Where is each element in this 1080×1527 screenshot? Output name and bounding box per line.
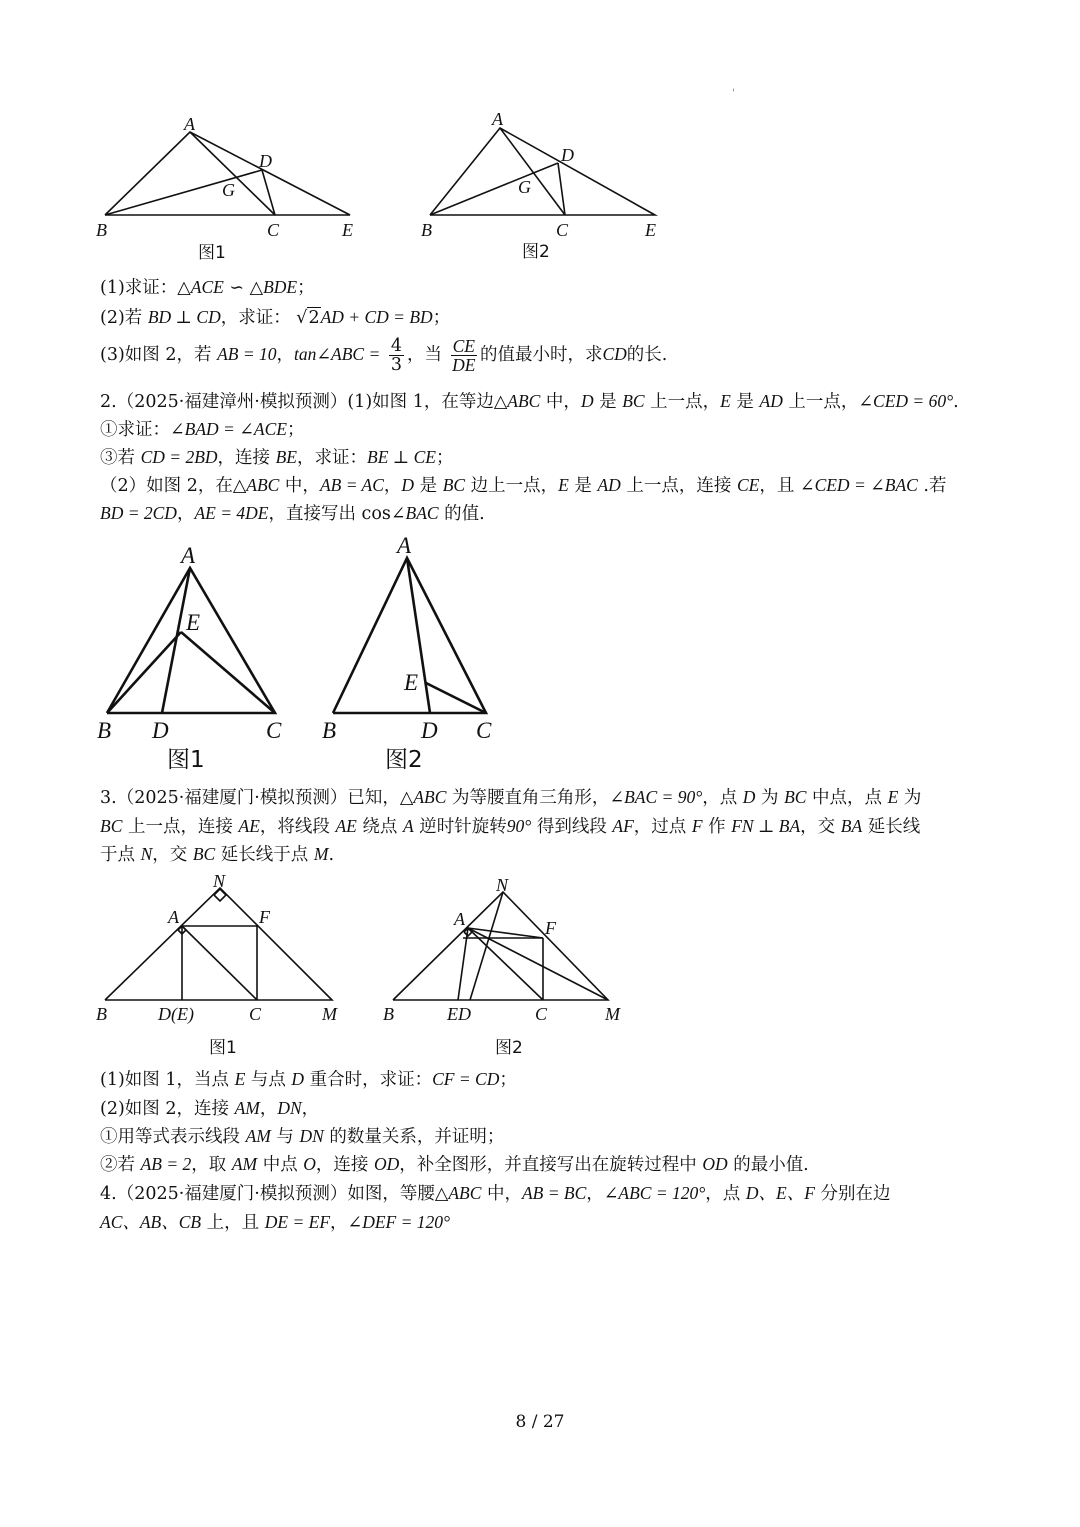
figure-caption: 图2 (495, 1038, 523, 1058)
figure-p3-1 (92, 865, 352, 1060)
label-a: A (397, 533, 412, 558)
segment-ac (182, 926, 257, 1000)
problem4-line2: AC、AB、CB 上，且 DE = EF，∠DEF = 120° (100, 1212, 451, 1233)
problem4-line1: 4.（2025·福建厦门·模拟预测）如图，等腰△ABC 中，AB = BC，∠ABC = 120°，点 D、E、F 分别在边 (100, 1183, 891, 1204)
label-m: M (605, 1004, 620, 1024)
label-c: C (556, 220, 569, 240)
problem3-line5: (2)如图 2，连接 AM，DN， (100, 1098, 320, 1119)
label-b: B (322, 718, 337, 743)
figure-p2-1 (92, 535, 302, 780)
label-a: A (454, 909, 465, 929)
problem3-line4: (1)如图 1，当点 E 与点 D 重合时，求证：CF = CD； (100, 1069, 517, 1090)
label-b: B (97, 718, 112, 743)
figure-caption: 图1 (209, 1038, 237, 1058)
problem1-q3: (3)如图 2，若 AB = 10，tan∠ABC = $\frac{4}{3}$ ，当 $\frac{CE}{DE}$ 的值最小时，求CD的长. (100, 336, 668, 375)
fraction-ce-de: $\frac{CE}{DE}$ (452, 336, 476, 375)
label-m: M (322, 1004, 337, 1024)
label-n: N (496, 875, 509, 895)
label-b: B (96, 1004, 107, 1024)
label-c: C (266, 718, 282, 743)
problem3-line2: BC 上一点，连接 AE，将线段 AE 绕点 A 逆时针旋转90° 得到线段 AF，过点 F 作 FN ⊥ BA，交 BA 延长线 (100, 816, 921, 837)
figure-p3-2 (378, 865, 638, 1060)
label-f: F (545, 918, 556, 938)
figure-p2-2 (318, 530, 508, 780)
label-c: C (267, 220, 280, 240)
segment-ad (162, 568, 190, 713)
label-d: D (152, 718, 169, 743)
label-e: E (645, 220, 656, 240)
label-g: G (222, 180, 235, 200)
sqrt-sign: √2 (296, 308, 320, 328)
label-f: F (259, 907, 270, 927)
triangle-bnm (105, 888, 332, 1000)
figure-caption: 图2 (385, 747, 423, 773)
label-b: B (421, 220, 432, 240)
label-e: E (342, 220, 353, 240)
problem1-q1: (1)求证：△ACE ∽ △BDE； (100, 277, 315, 298)
fraction-4-3: $\frac{4}{3}$ (390, 336, 402, 375)
label-c: C (476, 718, 492, 743)
segment-ec (181, 632, 275, 713)
problem2-line3: ③若 CD = 2BD，连接 BE，求证：BE ⊥ CE； (100, 447, 454, 468)
page-number: 8 / 27 (515, 1412, 565, 1432)
problem3-line3: 于点 N，交 BC 延长线于点 M. (100, 844, 335, 865)
problem2-line2: ①求证：∠BAD = ∠ACE； (100, 419, 305, 440)
problem1-q2: (2)若 BD ⊥ CD，求证： √2AD + CD = BD； (100, 307, 451, 328)
label-b: B (383, 1004, 394, 1024)
problem3-line6: ①用等式表示线段 AM 与 DN 的数量关系，并证明； (100, 1126, 505, 1147)
problem2-line4: （2）如图 2，在△ABC 中，AB = AC，D 是 BC 边上一点，E 是 AD 上一点，连接 CE，且 ∠CED = ∠BAC .若 (100, 475, 947, 496)
problem2-line5: BD = 2CD，AE = 4DE，直接写出 cos∠BAC 的值. (100, 503, 485, 524)
label-a: A (184, 114, 195, 134)
label-g: G (518, 177, 531, 197)
figure-caption: 图1 (198, 243, 226, 263)
label-a: A (492, 109, 503, 129)
figure-caption: 图2 (522, 242, 550, 262)
label-b: B (96, 220, 107, 240)
label-a: A (181, 543, 196, 568)
label-e-d: ED (447, 1004, 471, 1024)
problem3-line7: ②若 AB = 2，取 AM 中点 O，连接 OD，补全图形，并直接写出在旋转过程中 OD 的最小值. (100, 1154, 809, 1175)
figure-p1-1 (95, 108, 385, 268)
stray-mark: ' (732, 88, 735, 99)
label-d: D (421, 718, 438, 743)
segment-ac (500, 128, 565, 215)
label-d: D (561, 145, 574, 165)
label-d-e: D(E) (158, 1004, 194, 1024)
label-c: C (535, 1004, 548, 1024)
label-n: N (213, 871, 226, 891)
label-d: D (259, 151, 272, 171)
problem2-line1: 2.（2025·福建漳州·模拟预测）(1)如图 1，在等边△ABC 中，D 是 BC 上一点，E 是 AD 上一点，∠CED = 60°. (100, 391, 959, 412)
label-e: E (404, 670, 419, 695)
label-a: A (168, 907, 179, 927)
problem3-line1: 3.（2025·福建厦门·模拟预测）已知，△ABC 为等腰直角三角形，∠BAC = 90°，点 D 为 BC 中点，点 E 为 (100, 787, 922, 808)
figure-caption: 图1 (167, 747, 205, 773)
label-e: E (186, 610, 201, 635)
triangle-abe (105, 132, 350, 215)
figure-p1-2 (415, 105, 675, 265)
segment-bd (430, 163, 558, 215)
label-c: C (249, 1004, 262, 1024)
